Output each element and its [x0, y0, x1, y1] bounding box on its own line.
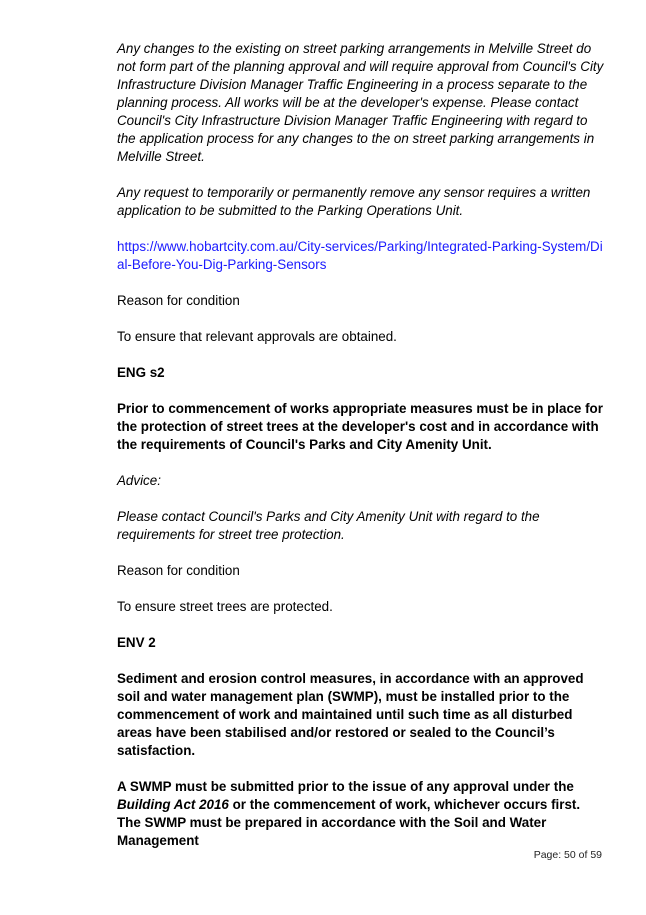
reason-for-condition-label: Reason for condition [117, 563, 240, 578]
swmp-text-part2: or the commencement of work, whichever occurs first. The SWMP must be prepared in accordance with the Soil and Water Management [117, 797, 581, 848]
parking-arrangements-paragraph: Any changes to the existing on street parking arrangements in Melville Street do not form part of the planning approval and will require approval from Council's City Infrastructure Division Manager Traffic Engineering in a process separate to the planning process. All works will be at the developer's expense. Please contact Council's City Infrastructure Division Manager Traffic Engineering with regard to the application process for any changes to the on street parking arrangements in Melville Street. [117, 41, 604, 164]
reason-for-condition-label: Reason for condition [117, 293, 240, 308]
advice-label: Advice: [117, 473, 161, 488]
reason-text: To ensure that relevant approvals are obtained. [117, 329, 397, 344]
sediment-erosion-condition-paragraph: Sediment and erosion control measures, in accordance with an approved soil and water management plan (SWMP), must be installed prior to the commencement of work and maintained until such time as all disturbed areas have been stabilised and/or restored or sealed to the Council’s satisfaction. [117, 671, 584, 758]
building-act-title: Building Act 2016 [117, 797, 229, 812]
link-paragraph [117, 238, 607, 274]
street-tree-condition-paragraph: Prior to commencement of works appropriate measures must be in place for the protection of street trees at the developer's cost and in accordance with the requirements of Council's Parks and City Amenity Unit. [117, 401, 603, 452]
page-content [117, 40, 607, 868]
swmp-text-part1: A SWMP must be submitted prior to the issue of any approval under the [117, 779, 574, 794]
swmp-paragraph [117, 778, 607, 850]
parking-sensors-link[interactable]: https://www.hobartcity.com.au/City-services/Parking/Integrated-Parking-System/Dial-Before-You-Dig-Parking-Sensors [117, 239, 603, 272]
advice-text: Please contact Council's Parks and City Amenity Unit with regard to the requirements for street tree protection. [117, 509, 540, 542]
reason-text: To ensure street trees are protected. [117, 599, 333, 614]
sensor-removal-paragraph: Any request to temporarily or permanently remove any sensor requires a written application to be submitted to the Parking Operations Unit. [117, 185, 591, 218]
condition-heading-env-2: ENV 2 [117, 635, 156, 650]
condition-heading-eng-s2: ENG s2 [117, 365, 165, 380]
page-number-footer: Page: 50 of 59 [533, 849, 602, 861]
